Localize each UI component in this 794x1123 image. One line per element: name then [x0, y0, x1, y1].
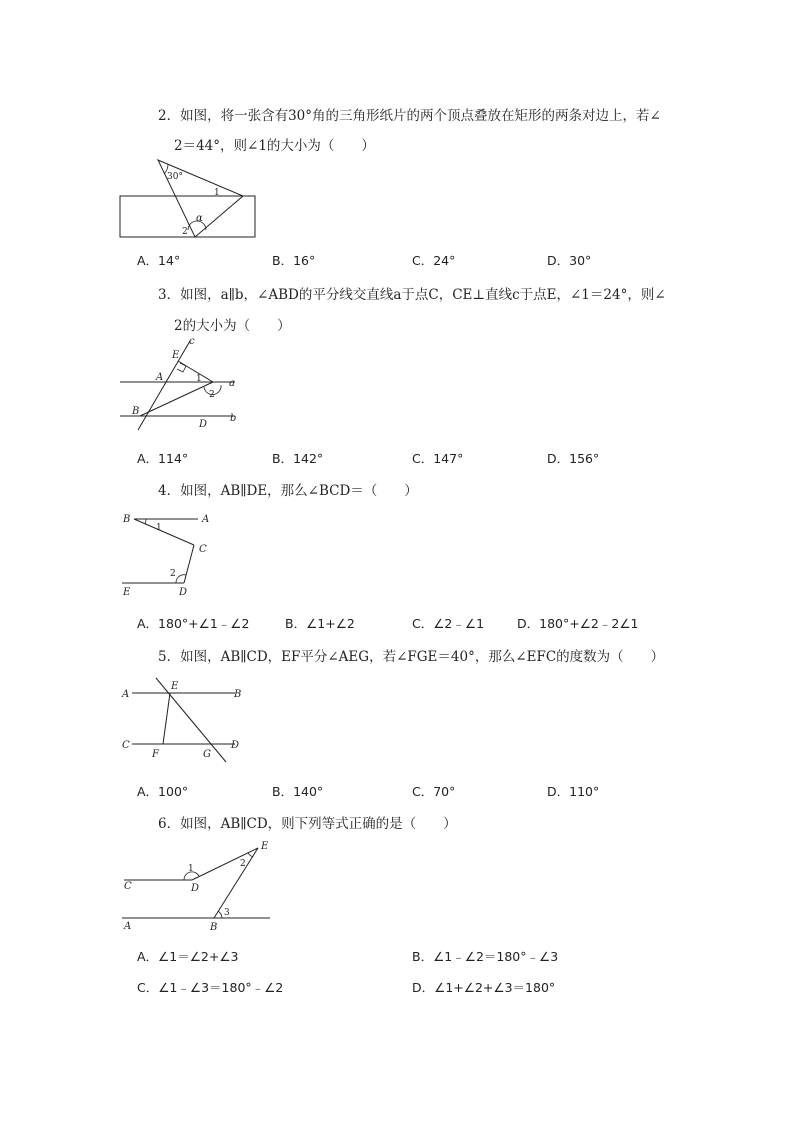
q4-label-e: E: [123, 587, 131, 598]
q3-label-a-line: a: [229, 378, 235, 389]
q6-option-c[interactable]: C．∠1﹣∠3＝180°﹣∠2: [137, 980, 284, 995]
q5-label-b: B: [234, 689, 242, 700]
q5-label-f: F: [152, 749, 159, 760]
q3-label-c: c: [189, 336, 195, 347]
q4-label-c: C: [199, 544, 207, 555]
q6-text-line1: 6．如图，AB∥CD，则下列等式正确的是（ ）: [158, 816, 457, 832]
q4-option-a[interactable]: A．180°+∠1﹣∠2: [137, 616, 250, 631]
q5-label-a: A: [122, 689, 130, 700]
q3-text-line1: 3．如图，a∥b，∠ABD的平分线交直线a于点C，CE⊥直线c于点E，∠1＝24°，则∠: [158, 287, 666, 303]
q2-label-alpha: α: [196, 213, 203, 224]
q5-text-line1: 5．如图，AB∥CD，EF平分∠AEG，若∠FGE＝40°，那么∠EFC的度数为（ ）: [158, 649, 665, 665]
q3-option-d[interactable]: D．156°: [547, 451, 600, 466]
q4-text-line1: 4．如图，AB∥DE，那么∠BCD＝（ ）: [158, 483, 418, 499]
q3-line-c: [138, 341, 190, 430]
q3-option-a[interactable]: A．114°: [137, 451, 189, 466]
q4-label-2: 2: [170, 569, 176, 579]
q2-option-b[interactable]: B．16°: [272, 253, 316, 268]
q5-label-d: D: [231, 740, 240, 751]
q5-line-ef: [163, 693, 170, 744]
q5-label-g: G: [203, 749, 211, 760]
q4-option-b[interactable]: B．∠1+∠2: [285, 616, 355, 631]
q5-label-e: E: [171, 681, 179, 692]
q6-option-a[interactable]: A．∠1＝∠2+∠3: [137, 949, 239, 964]
q2-option-a[interactable]: A．14°: [137, 253, 181, 268]
q3-text-line2: 2的大小为（ ）: [174, 318, 291, 334]
q4-option-c[interactable]: C．∠2﹣∠1: [412, 616, 485, 631]
q2-text-line2: 2＝44°，则∠1的大小为（ ）: [174, 138, 375, 154]
q3-label-d: D: [199, 419, 208, 430]
q2-label-1: 1: [214, 188, 220, 198]
q2-option-d[interactable]: D．30°: [547, 253, 592, 268]
q6-label-3: 3: [224, 908, 230, 918]
q4-line-bc: [134, 519, 194, 545]
q6-option-b[interactable]: B．∠1﹣∠2＝180°﹣∠3: [412, 949, 559, 964]
q3-label-1: 1: [196, 374, 202, 384]
q3-label-e: E: [172, 350, 180, 361]
q3-label-2: 2: [209, 390, 215, 400]
q4-figure: [110, 505, 230, 600]
q4-label-a: A: [202, 514, 210, 525]
q3-label-b-point: B: [132, 406, 140, 417]
q2-option-c[interactable]: C．24°: [412, 253, 456, 268]
q6-label-e: E: [261, 841, 269, 852]
q2-label-2: 2: [182, 227, 188, 237]
q6-label-b: B: [210, 922, 218, 933]
q4-option-d[interactable]: D．180°+∠2﹣2∠1: [517, 616, 639, 631]
q3-option-c[interactable]: C．147°: [412, 451, 464, 466]
q2-label-30: 30°: [167, 172, 183, 182]
q3-option-b[interactable]: B．142°: [272, 451, 324, 466]
q3-line-bc: [140, 382, 213, 416]
q6-label-d: D: [191, 883, 200, 894]
q5-label-c: C: [122, 740, 130, 751]
q3-label-a-point: A: [156, 372, 164, 383]
q6-figure: [110, 838, 280, 938]
q6-label-a: A: [124, 921, 132, 932]
q2-text-line1: 2．如图，将一张含有30°角的三角形纸片的两个顶点叠放在矩形的两条对边上，若∠: [158, 108, 661, 124]
q3-label-b-line: b: [230, 413, 237, 424]
q4-label-b: B: [123, 514, 131, 525]
q4-label-1: 1: [156, 523, 162, 533]
q5-option-d[interactable]: D．110°: [547, 784, 600, 799]
q6-label-c: C: [124, 881, 132, 892]
q5-option-c[interactable]: C．70°: [412, 784, 456, 799]
q4-label-d: D: [179, 587, 188, 598]
q3-figure: [110, 335, 270, 435]
q5-figure: [110, 672, 260, 767]
q6-label-2: 2: [240, 859, 246, 869]
q6-label-1: 1: [188, 864, 194, 874]
q2-figure: [110, 150, 270, 245]
q4-line-cd: [184, 545, 194, 583]
q5-option-b[interactable]: B．140°: [272, 784, 324, 799]
q6-option-d[interactable]: D．∠1+∠2+∠3＝180°: [412, 980, 556, 995]
q5-option-a[interactable]: A．100°: [137, 784, 189, 799]
